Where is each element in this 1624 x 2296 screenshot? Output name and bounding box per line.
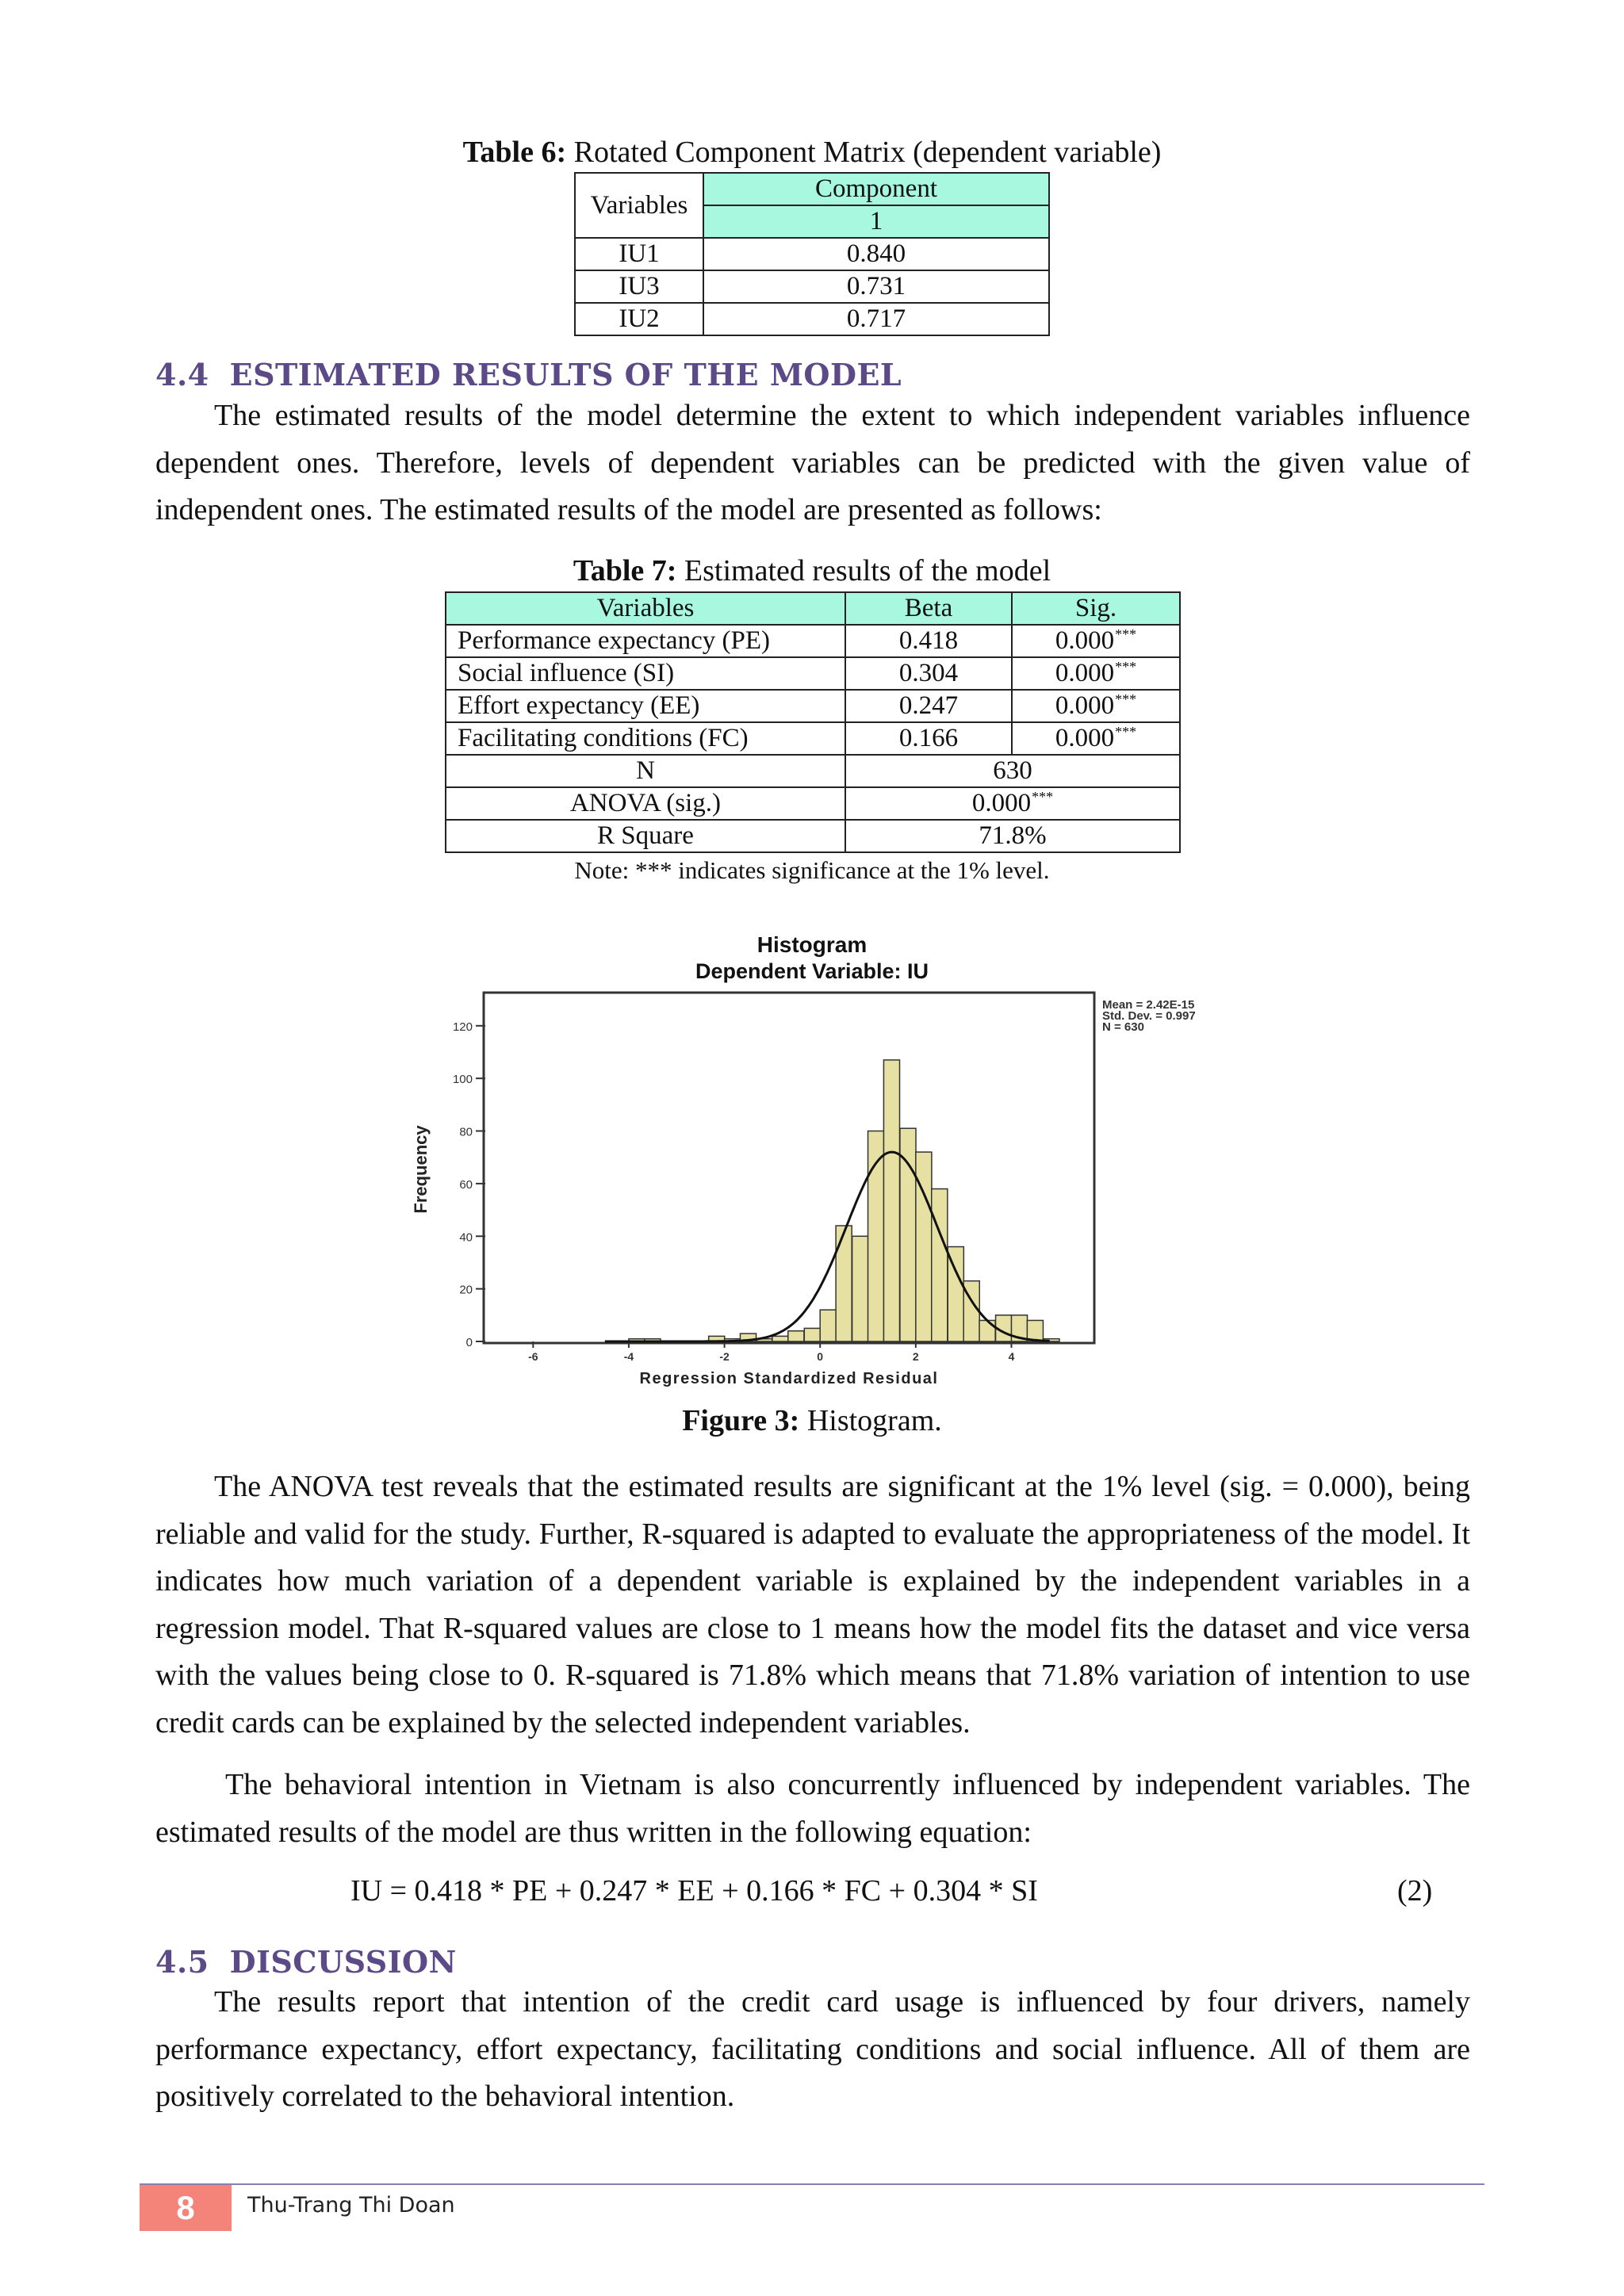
histogram-bar xyxy=(804,1328,820,1341)
x-tick-label: 4 xyxy=(1008,1350,1015,1363)
figure3-caption: Figure 3: Histogram. xyxy=(682,1404,942,1437)
stats-n: N = 630 xyxy=(1102,1020,1144,1034)
histogram-bar xyxy=(932,1189,948,1341)
table7-header-beta: Beta xyxy=(845,592,1012,625)
table6-caption: Table 6: Rotated Component Matrix (dependent variable) xyxy=(462,136,1162,169)
table-row xyxy=(446,625,1180,657)
table7-cell-variable: Effort expectancy (EE) xyxy=(446,690,845,722)
histogram-bar xyxy=(852,1236,868,1341)
equation: IU = 0.418 * PE + 0.247 * EE + 0.166 * FC + 0.304 * SI xyxy=(350,1874,1038,1908)
histogram-bar xyxy=(1027,1320,1043,1341)
y-tick-label: 80 xyxy=(459,1125,473,1139)
table-row xyxy=(575,238,1049,270)
table7-n-value: 630 xyxy=(845,755,1180,787)
table7-cell-beta: 0.247 xyxy=(845,690,1012,722)
table7-header-variables: Variables xyxy=(446,592,845,625)
table-row xyxy=(446,722,1180,755)
equation-number: (2) xyxy=(1397,1874,1433,1908)
chart-title: Histogram xyxy=(756,932,868,957)
stats-mean: Mean = 2.42E-15 xyxy=(1102,998,1195,1012)
anova-paragraph: The ANOVA test reveals that the estimated results are significant at the 1% level (sig. = 0.000), being reliable and valid for the study. Further, R-squared is adapted to evaluate the appropriateness of the model. It indicates how much variation of a dependent variable is explained by the independent variables in a regression model. That R-squared values are close to 1 means how the model fits the dataset and vice versa with the values being close to 0. R-squared is 71.8% which means that 71.8% variation of intention to use credit cards can be explained by the selected independent variables. xyxy=(155,1470,1470,1739)
y-axis xyxy=(453,1020,485,1349)
section-heading-4-4: 4.4 ESTIMATED RESULTS OF THE MODEL xyxy=(155,357,902,392)
section45-paragraph: The results report that intention of the credit card usage is influenced by four drivers, namely performance expectancy, effort expectancy, facilitating conditions and social influence. All of them are positively correlated to the behavioral intention. xyxy=(155,1985,1470,2113)
stats-box xyxy=(1102,998,1196,1034)
stats-sd: Std. Dev. = 0.997 xyxy=(1102,1009,1196,1023)
y-axis-label: Frequency xyxy=(411,1125,431,1214)
table7-cell-sig: 0.000*** xyxy=(1012,722,1180,755)
table-row xyxy=(446,787,1180,820)
y-tick-label: 100 xyxy=(452,1073,473,1087)
y-tick-label: 0 xyxy=(465,1336,473,1349)
table6-cell-value: 0.717 xyxy=(703,303,1049,335)
footer-author: Thu-Trang Thi Doan xyxy=(247,2193,455,2218)
y-tick-label: 40 xyxy=(459,1230,473,1245)
table7-rsq-label: R Square xyxy=(446,820,845,852)
table7-header-sig: Sig. xyxy=(1012,592,1180,625)
histogram-bar xyxy=(979,1320,995,1341)
table7-rsq-value: 71.8% xyxy=(845,820,1180,852)
section44-paragraph: The estimated results of the model determine the extent to which independent variables influence dependent ones. Therefore, levels of dependent variables can be predicted with the given value of independent ones. The estimated results of the model are presented as follows: xyxy=(155,399,1470,526)
table-row xyxy=(446,820,1180,852)
table7-n-label: N xyxy=(446,755,845,787)
table6 xyxy=(574,172,1050,336)
table7-cell-variable: Social influence (SI) xyxy=(446,657,845,690)
table7-note: Note: *** indicates significance at the 1% level. xyxy=(574,856,1050,884)
page-number: 8 xyxy=(140,2185,232,2231)
y-tick-label: 60 xyxy=(459,1177,473,1192)
table6-cell-value: 0.731 xyxy=(703,270,1049,303)
histogram-bar xyxy=(836,1226,852,1341)
plot-frame xyxy=(484,993,1094,1343)
x-tick-label: -4 xyxy=(623,1350,634,1363)
x-axis xyxy=(528,1341,1014,1363)
section-heading-4-5: 4.5 DISCUSSION xyxy=(155,1944,457,1980)
table6-cell-value: 0.840 xyxy=(703,238,1049,270)
table-row xyxy=(446,690,1180,722)
chart-subtitle: Dependent Variable: IU xyxy=(695,959,929,983)
table-row xyxy=(575,303,1049,335)
table6-cell-variable: IU1 xyxy=(575,238,703,270)
table7-cell-sig: 0.000*** xyxy=(1012,625,1180,657)
table7 xyxy=(445,591,1181,853)
table7-anova-value: 0.000*** xyxy=(845,787,1180,820)
histogram-bar xyxy=(772,1336,788,1341)
table7-cell-variable: Performance expectancy (PE) xyxy=(446,625,845,657)
table7-cell-sig: 0.000*** xyxy=(1012,657,1180,690)
histogram-bar xyxy=(820,1310,836,1341)
table7-cell-beta: 0.166 xyxy=(845,722,1012,755)
x-tick-label: -2 xyxy=(719,1350,730,1363)
histogram-bar xyxy=(788,1331,804,1341)
table6-header-variables: Variables xyxy=(575,173,703,238)
table-row xyxy=(575,270,1049,303)
table6-header-component-num: 1 xyxy=(703,205,1049,238)
y-tick-label: 20 xyxy=(459,1283,473,1297)
histogram-chart xyxy=(396,983,1269,1395)
behavioral-paragraph: The behavioral intention in Vietnam is also concurrently influenced by independent variables. The estimated results of the model are thus written in the following equation: xyxy=(155,1768,1470,1849)
table6-cell-variable: IU2 xyxy=(575,303,703,335)
footer-rule xyxy=(140,2183,1484,2185)
table7-cell-beta: 0.304 xyxy=(845,657,1012,690)
table7-caption: Table 7: Estimated results of the model xyxy=(573,554,1051,587)
table7-cell-variable: Facilitating conditions (FC) xyxy=(446,722,845,755)
table7-cell-sig: 0.000*** xyxy=(1012,690,1180,722)
x-tick-label: 0 xyxy=(817,1350,824,1363)
table7-cell-beta: 0.418 xyxy=(845,625,1012,657)
table7-anova-label: ANOVA (sig.) xyxy=(446,787,845,820)
table-row xyxy=(446,657,1180,690)
table6-cell-variable: IU3 xyxy=(575,270,703,303)
x-axis-label: Regression Standardized Residual xyxy=(639,1370,939,1387)
histogram-bar xyxy=(883,1060,899,1341)
table-row xyxy=(446,755,1180,787)
table6-header-component: Component xyxy=(703,173,1049,205)
x-tick-label: 2 xyxy=(912,1350,919,1363)
x-tick-label: -6 xyxy=(528,1350,538,1363)
y-tick-label: 120 xyxy=(452,1020,473,1034)
histogram-bar xyxy=(900,1128,916,1341)
